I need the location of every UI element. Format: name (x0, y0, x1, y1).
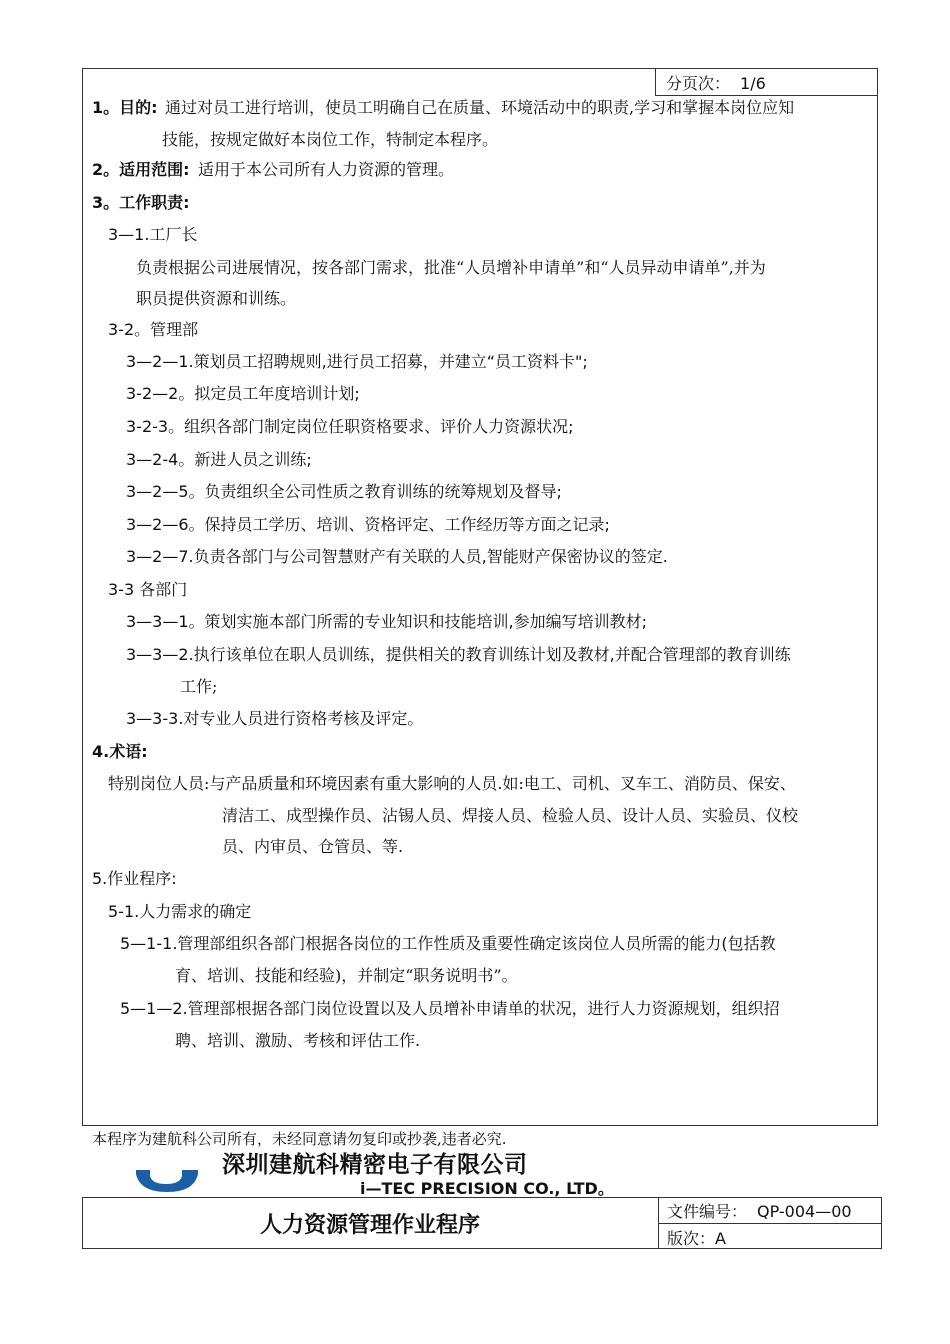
section-3-1-text: 负责根据公司进展情况，按各部门需求，批准“人员增补申请单”和“人员异动申请单”,并为 (136, 258, 766, 277)
section-3-heading: 3。工作职责: (92, 193, 190, 212)
item-5-1-1-cont: 育、培训、技能和经验)，并制定“职务说明书”。 (175, 966, 518, 985)
item-5-1-2-cont: 聘、培训、激励、考核和评估工作. (175, 1031, 421, 1050)
section-3-1-text-cont: 职员提供资源和训练。 (136, 289, 297, 308)
item-5-1-2: 5—1—2.管理部根据各部门岗位设置以及人员增补申请单的状况，进行人力资源规划，组织招 (120, 999, 780, 1018)
item-3-3-2-cont: 工作; (180, 677, 218, 696)
item-3-2-6: 3—2—6。保持员工学历、培训、资格评定、工作经历等方面之记录; (126, 515, 610, 534)
section-5-heading: 5.作业程序: (92, 869, 177, 888)
item-3-3-3: 3—3-3.对专业人员进行资格考核及评定。 (126, 709, 424, 728)
page-label: 分页次： (666, 74, 731, 93)
item-3-2-7: 3—2—7.负责各部门与公司智慧财产有关联的人员,智能财产保密协议的签定. (126, 547, 668, 566)
page-number-cell (655, 68, 878, 96)
section-1-text: 通过对员工进行培训，使员工明确自己在质量、环境活动中的职责,学习和掌握本岗位应知 (165, 98, 795, 117)
section-5-1-heading: 5-1.人力需求的确定 (108, 902, 252, 921)
item-3-2-3: 3-2-3。组织各部门制定岗位任职资格要求、评价人力资源状况; (126, 417, 574, 436)
company-name-cn: 深圳建航科精密电子有限公司 (222, 1152, 528, 1178)
section-4-text-cont1: 清洁工、成型操作员、沾锡人员、焊接人员、检验人员、设计人员、实验员、仪校 (222, 806, 799, 825)
section-3-2-heading: 3-2。管理部 (108, 320, 199, 339)
item-3-2-5: 3—2—5。负责组织全公司性质之教育训练的统筹规划及督导; (126, 482, 562, 501)
version-label: 版次： (667, 1229, 716, 1248)
section-2-heading: 2。适用范围: (92, 160, 190, 179)
item-3-2-1: 3—2—1.策划员工招聘规则,进行员工招募，并建立“员工资料卡"; (126, 352, 588, 371)
section-3-1-heading: 3—1.工厂长 (108, 225, 198, 244)
section-3-3-heading: 3-3 各部门 (108, 580, 188, 599)
doc-info-cells (658, 1197, 882, 1249)
doc-number-row (659, 1197, 882, 1223)
section-4-text-cont2: 员、内审员、仓管员、等. (222, 837, 404, 856)
item-5-1-1: 5—1-1.管理部组织各部门根据各岗位的工作性质及重要性确定该岗位人员所需的能力(包括教 (120, 934, 776, 953)
section-4-heading: 4.术语: (92, 742, 148, 761)
page-value: 1/6 (740, 74, 766, 93)
section-2-text: 适用于本公司所有人力资源的管理。 (198, 160, 455, 179)
item-3-3-1: 3—3—1。策划实施本部门所需的专业知识和技能培训,参加编写培训教材; (126, 612, 648, 631)
section-1-text-cont: 技能，按规定做好本岗位工作，特制定本程序。 (162, 130, 499, 149)
item-3-2-4: 3—2-4。新进人员之训练; (126, 450, 312, 469)
version-row (659, 1223, 882, 1249)
copyright-note: 本程序为建航科公司所有，未经同意请勿复印或抄袭,违者必究. (92, 1130, 507, 1148)
doc-number-label: 文件编号： (667, 1202, 748, 1221)
version-value: A (715, 1229, 726, 1248)
section-1-heading: 1。目的: (92, 98, 158, 117)
section-4-text: 特别岗位人员:与产品质量和环境因素有重大影响的人员.如:电工、司机、叉车工、消防员、保安、 (108, 774, 796, 793)
item-3-3-2: 3—3—2.执行该单位在职人员训练，提供相关的教育训练计划及教材,并配合管理部的教育训练 (126, 645, 791, 664)
company-logo-icon (136, 1170, 198, 1192)
doc-title: 人力资源管理作业程序 (259, 1212, 480, 1238)
company-name-en: i—TEC PRECISION CO., LTD。 (360, 1179, 614, 1198)
doc-number-value: QP-004—00 (757, 1202, 852, 1221)
item-3-2-2: 3-2—2。拟定员工年度培训计划; (126, 384, 360, 403)
